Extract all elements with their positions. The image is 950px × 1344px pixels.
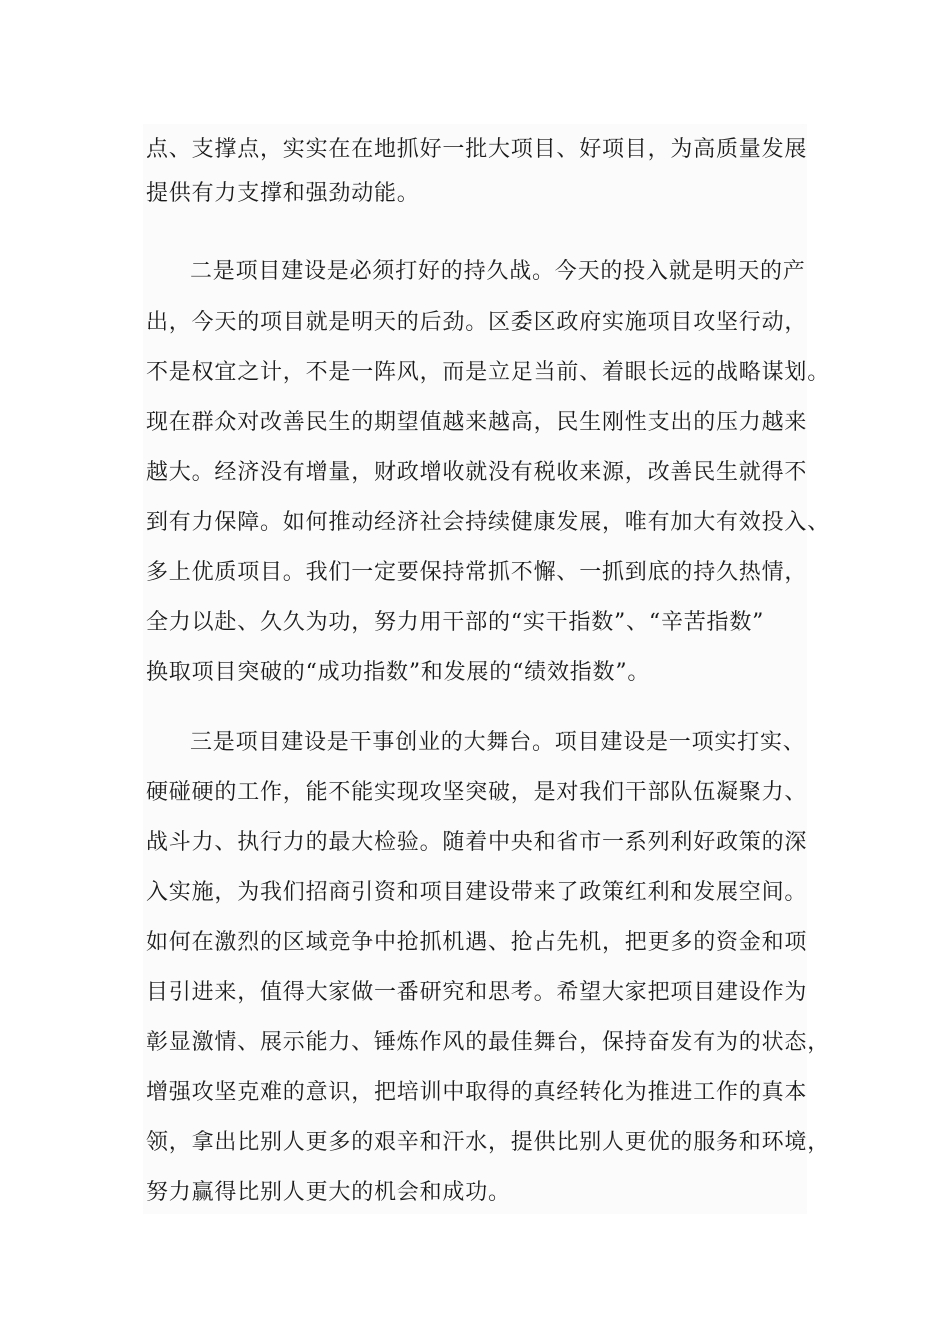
text-line: 出，今天的项目就是明天的后劲。区委区政府实施项目攻坚行动，: [146, 310, 808, 335]
text-line: 现在群众对改善民生的期望值越来越高，民生刚性支出的压力越来: [146, 410, 808, 435]
text-line: 越大。经济没有增量，财政增收就没有税收来源，改善民生就得不: [146, 460, 808, 485]
text-line: 增强攻坚克难的意识，把培训中取得的真经转化为推进工作的真本: [146, 1080, 808, 1105]
text-line: 三是项目建设是干事创业的大舞台。项目建设是一项实打实、: [190, 730, 806, 755]
text-line: 换取项目突破的“成功指数”和发展的“绩效指数”。: [146, 660, 651, 685]
text-line: 二是项目建设是必须打好的持久战。今天的投入就是明天的产: [190, 259, 806, 284]
text-line: 到有力保障。如何推动经济社会持续健康发展，唯有加大有效投入、: [146, 510, 831, 535]
text-line: 全力以赴、久久为功，努力用干部的“实干指数”、“辛苦指数”: [146, 610, 765, 635]
text-line: 领，拿出比别人更多的艰辛和汗水，提供比别人更优的服务和环境，: [146, 1130, 831, 1155]
text-line: 入实施，为我们招商引资和项目建设带来了政策红利和发展空间。: [146, 880, 808, 905]
text-line: 提供有力支撑和强劲动能。: [146, 181, 420, 206]
text-line: 多上优质项目。我们一定要保持常抓不懈、一抓到底的持久热情，: [146, 560, 808, 585]
text-line: 硬碰硬的工作，能不能实现攻坚突破，是对我们干部队伍凝聚力、: [146, 780, 808, 805]
text-line: 如何在激烈的区域竞争中抢抓机遇、抢占先机，把更多的资金和项: [146, 930, 808, 955]
text-line: 不是权宜之计，不是一阵风，而是立足当前、着眼长远的战略谋划。: [146, 360, 831, 385]
text-line: 战斗力、执行力的最大检验。随着中央和省市一系列利好政策的深: [146, 830, 808, 855]
text-line: 彰显激情、展示能力、锤炼作风的最佳舞台，保持奋发有为的状态，: [146, 1030, 831, 1055]
text-line: 点、支撑点，实实在在地抓好一批大项目、好项目，为高质量发展: [146, 137, 808, 162]
text-line: 目引进来，值得大家做一番研究和思考。希望大家把项目建设作为: [146, 980, 808, 1005]
text-line: 努力赢得比别人更大的机会和成功。: [146, 1180, 511, 1205]
